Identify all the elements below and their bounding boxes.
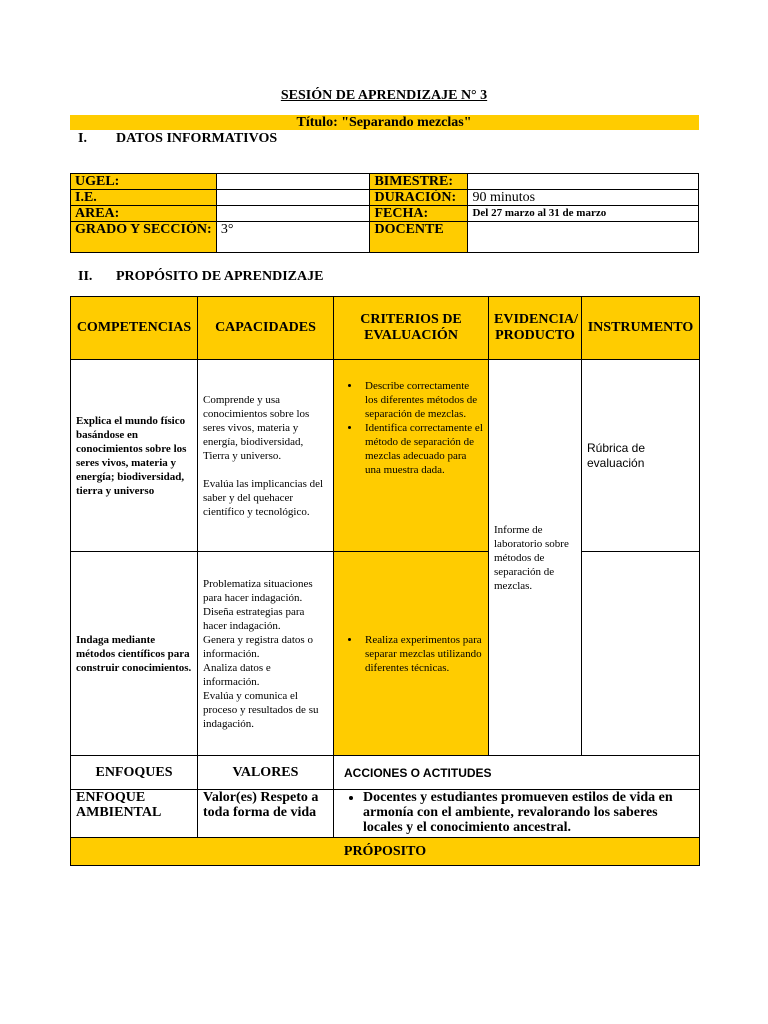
capacidad-2-2: Diseña estrategias para hacer indagación. xyxy=(203,605,305,632)
criterio-1-2: • Identifica correctamente el método de separación de mezclas adecuado para una muestra dada. xyxy=(361,421,483,477)
instrumento-2 xyxy=(582,552,700,756)
capacidades-1 xyxy=(198,360,334,552)
grado-label: GRADO Y SECCIÓN: xyxy=(71,222,217,253)
header-capacidades: CAPACIDADES xyxy=(198,297,334,360)
criterio-2-1: • Realiza experimentos para separar mezclas utilizando diferentes técnicas. xyxy=(361,633,483,675)
ugel-value xyxy=(216,174,370,190)
capacidad-1-1: Comprende y usa conocimientos sobre los seres vivos, materia y energía, biodiversidad, Tierra y universo. xyxy=(203,393,310,462)
enfoque-ambiental: ENFOQUE AMBIENTAL xyxy=(71,790,198,838)
enfoques-header: ENFOQUES xyxy=(71,756,198,790)
header-evidencia: EVIDENCIA/ PRODUCTO xyxy=(489,297,582,360)
capacidad-2-4: Analiza datos e información. xyxy=(203,661,271,688)
section2-number: II. xyxy=(78,269,93,284)
capacidad-2-5: Evalúa y comunica el proceso y resultados de su indagación. xyxy=(203,689,319,730)
accion-cell xyxy=(334,790,700,838)
section2-heading: PROPÓSITO DE APRENDIZAJE xyxy=(116,269,324,284)
criterios-2 xyxy=(334,552,489,756)
section1-heading: DATOS INFORMATIVOS xyxy=(116,131,278,146)
docente-label: DOCENTE xyxy=(370,222,468,253)
capacidades-2 xyxy=(198,552,334,756)
area-value xyxy=(216,206,370,222)
header-criterios: CRITERIOS DE EVALUACIÓN xyxy=(334,297,489,360)
session-title: SESIÓN DE APRENDIZAJE N° 3 xyxy=(280,88,488,103)
competencia-2: Indaga mediante métodos científicos para construir conocimientos. xyxy=(71,552,198,756)
criterio-1-1: • Describe correctamente los diferentes métodos de separación de mezclas. xyxy=(361,379,483,421)
bimestre-value xyxy=(468,174,699,190)
acciones-header: ACCIONES O ACTITUDES xyxy=(334,756,700,790)
bimestre-label: BIMESTRE: xyxy=(370,174,468,190)
area-label: AREA: xyxy=(71,206,217,222)
header-competencias: COMPETENCIAS xyxy=(71,297,198,360)
section1-number: I. xyxy=(78,131,87,146)
ie-label: I.E. xyxy=(71,190,217,206)
proposito-label: PRÓPOSITO xyxy=(71,838,700,866)
competencia-1: Explica el mundo físico basándose en conocimientos sobre los seres vivos, materia y energía; biodiversidad, tierra y universo xyxy=(71,360,198,552)
capacidad-2-1: Problematiza situaciones para hacer indagación. xyxy=(203,577,313,604)
grado-value: 3° xyxy=(216,222,370,253)
fecha-value: Del 27 marzo al 31 de marzo xyxy=(468,206,699,222)
duracion-label: DURACIÓN: xyxy=(370,190,468,206)
ugel-label: UGEL: xyxy=(71,174,217,190)
instrumento-1: Rúbrica de evaluación xyxy=(582,360,700,552)
accion-item: • Docentes y estudiantes promueven estilos de vida en armonía con el ambiente, revalorando los saberes locales y el conocimiento ancestral. xyxy=(363,790,694,835)
proposito-table xyxy=(70,296,700,866)
docente-value xyxy=(468,222,699,253)
session-subtitle: Título: "Separando mezclas" xyxy=(296,115,472,130)
fecha-label: FECHA: xyxy=(370,206,468,222)
capacidad-2-3: Genera y registra datos o información. xyxy=(203,633,313,660)
datos-informativos-table xyxy=(70,173,699,253)
header-instrumento: INSTRUMENTO xyxy=(582,297,700,360)
evidencia-cell: Informe de laboratorio sobre métodos de separación de mezclas. xyxy=(489,360,582,756)
valores-header: VALORES xyxy=(198,756,334,790)
capacidad-1-2: Evalúa las implicancias del saber y del quehacer científico y tecnológico. xyxy=(203,477,324,518)
duracion-value: 90 minutos xyxy=(468,190,699,206)
valor-respeto: Valor(es) Respeto a toda forma de vida xyxy=(198,790,334,838)
ie-value xyxy=(216,190,370,206)
criterios-1 xyxy=(334,360,489,552)
